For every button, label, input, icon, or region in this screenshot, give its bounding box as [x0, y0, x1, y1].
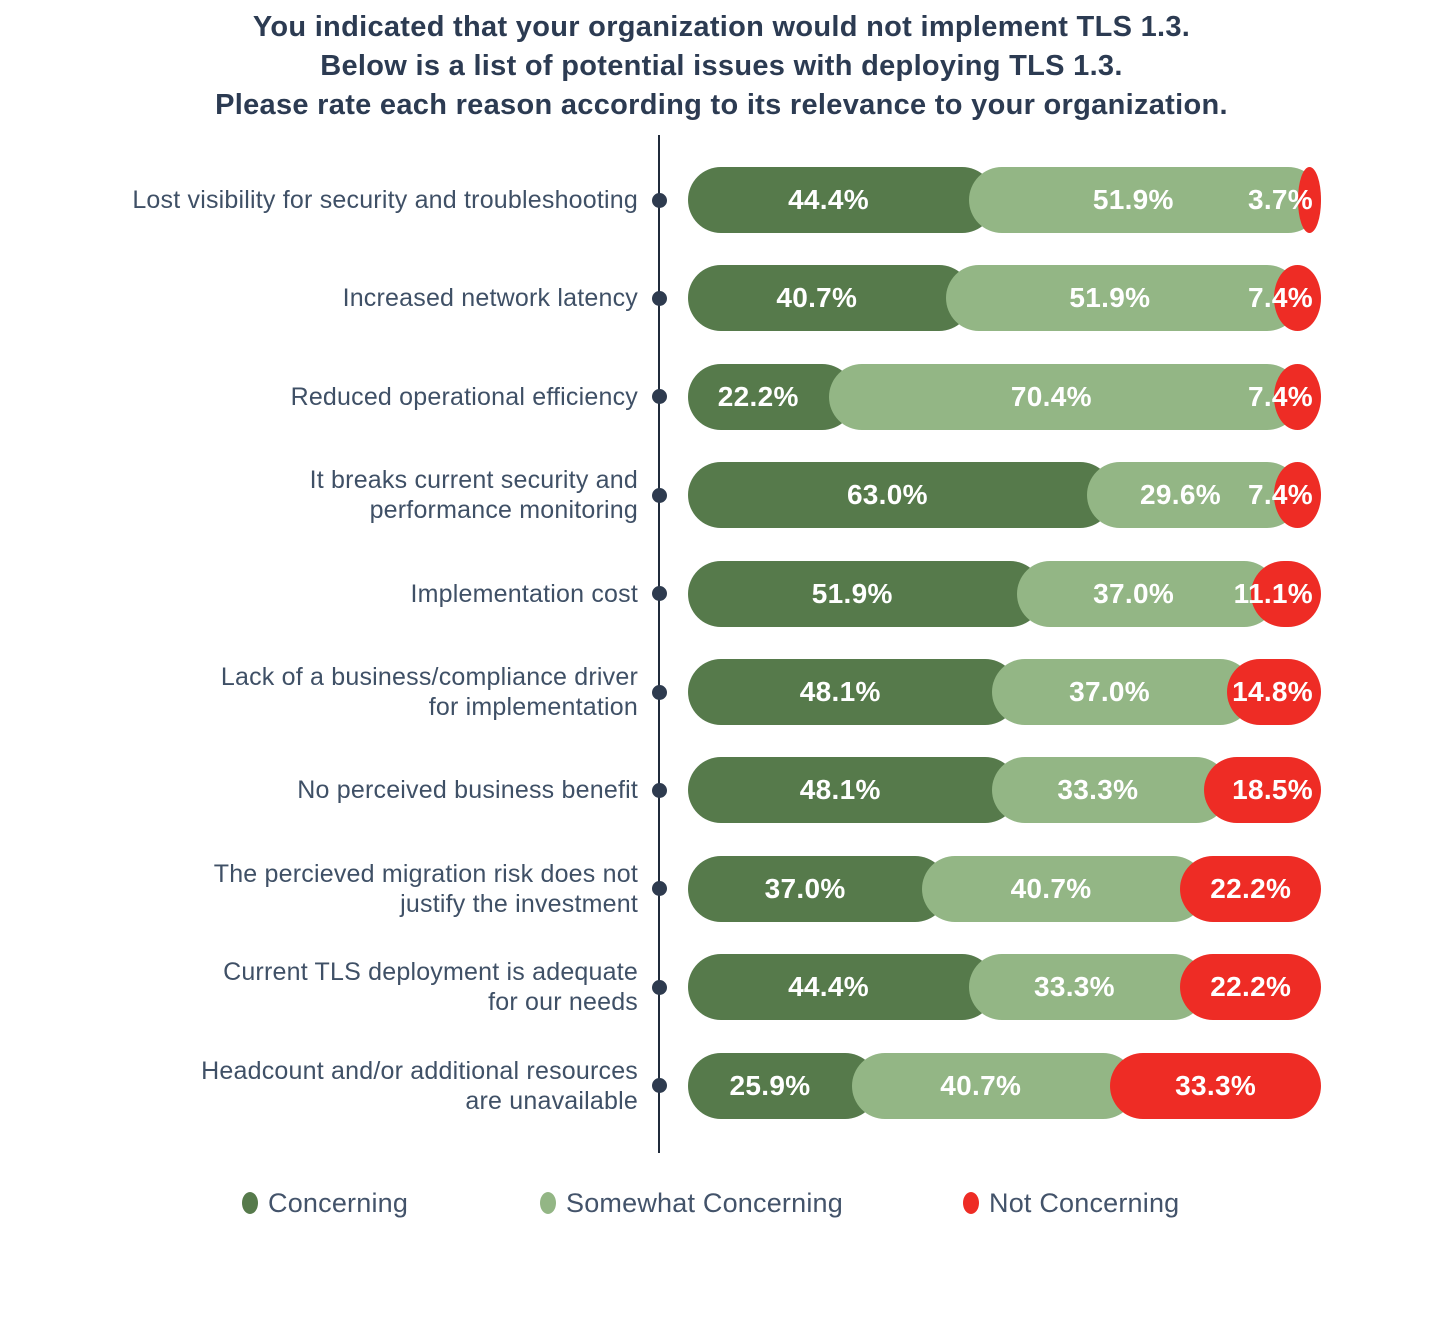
bar-value-not-concerning: 3.7% — [1247, 184, 1313, 215]
category-label — [60, 662, 638, 722]
bar-value-concerning: 40.7% — [776, 282, 858, 314]
chart-row — [0, 265, 1443, 331]
stacked-bar — [688, 364, 1321, 430]
legend-label: Somewhat Concerning — [566, 1188, 843, 1218]
bar-value-not-concerning: 18.5% — [1232, 774, 1313, 806]
category-label-line: Current TLS deployment is adequate — [223, 958, 638, 987]
axis-dot-icon — [652, 783, 667, 798]
axis-dot-icon — [652, 389, 667, 404]
category-label-line: Lost visibility for security and troubleshooting — [132, 186, 638, 214]
stacked-bar — [688, 659, 1321, 725]
chart-row — [0, 462, 1443, 528]
chart-row — [0, 659, 1443, 725]
category-label-line: Headcount and/or additional resources — [201, 1056, 638, 1085]
bar-value-concerning: 22.2% — [717, 380, 799, 412]
category-label-line: It breaks current security and — [309, 466, 638, 495]
bar-value-somewhat-concerning: 40.7% — [940, 1069, 1022, 1101]
bar-value-somewhat-concerning: 33.3% — [1057, 774, 1139, 806]
category-label — [60, 185, 638, 215]
bar-value-somewhat-concerning: 51.9% — [1092, 184, 1174, 215]
chart-row — [0, 1053, 1443, 1119]
category-label-line: Reduced operational efficiency — [290, 382, 638, 411]
stacked-bar — [688, 462, 1321, 528]
axis-dot-icon — [652, 488, 667, 503]
chart-row — [0, 856, 1443, 922]
category-label-line: Implementation cost — [410, 579, 638, 608]
category-label — [60, 283, 638, 313]
bar-value-concerning: 44.4% — [788, 971, 869, 1003]
category-label-line: Increased network latency — [342, 284, 638, 313]
legend-label: Not Concerning — [989, 1188, 1180, 1218]
category-label-line: for our needs — [488, 988, 638, 1017]
legend-item-concerning — [242, 1190, 408, 1216]
stacked-bar — [688, 954, 1321, 1020]
legend-label: Concerning — [268, 1188, 409, 1218]
bar-value-not-concerning: 7.4% — [1247, 282, 1313, 314]
category-label — [60, 1056, 638, 1116]
bar-value-somewhat-concerning: 37.0% — [1093, 577, 1175, 609]
legend-item-somewhat-concerning — [540, 1190, 843, 1216]
category-label-line: for implementation — [428, 693, 638, 721]
category-label — [60, 579, 638, 609]
bar-value-not-concerning: 22.2% — [1210, 971, 1292, 1003]
category-label — [60, 382, 638, 412]
bar-value-not-concerning: 7.4% — [1247, 479, 1313, 511]
category-label-line: are unavailable — [465, 1086, 638, 1115]
axis-dot-icon — [652, 980, 667, 995]
bar-value-concerning: 48.1% — [799, 676, 881, 707]
bar-value-not-concerning: 7.4% — [1247, 380, 1313, 412]
chart-row — [0, 561, 1443, 627]
somewhat-concerning-swatch-icon — [540, 1192, 556, 1214]
axis-dot-icon — [652, 881, 667, 896]
bar-value-somewhat-concerning: 29.6% — [1140, 479, 1221, 511]
category-label-line: No perceived business benefit — [297, 776, 638, 805]
axis-dot-icon — [652, 291, 667, 306]
category-label-line: Lack of a business/compliance driver — [220, 663, 638, 691]
chart-row — [0, 167, 1443, 233]
axis-dot-icon — [652, 193, 667, 208]
bar-value-somewhat-concerning: 51.9% — [1069, 282, 1151, 314]
bar-value-concerning: 51.9% — [811, 577, 893, 609]
category-label-line: justify the investment — [400, 889, 638, 918]
axis-dot-icon — [652, 685, 667, 700]
stacked-bar — [688, 757, 1321, 823]
bar-value-somewhat-concerning: 40.7% — [1010, 872, 1092, 904]
concerning-swatch-icon — [242, 1192, 258, 1214]
bar-value-somewhat-concerning: 33.3% — [1033, 971, 1115, 1003]
bar-value-somewhat-concerning: 37.0% — [1069, 676, 1151, 707]
category-label — [60, 859, 638, 919]
title-line-3: Please rate each reason according to its relevance to your organization. — [215, 89, 1228, 121]
category-label-line: The percieved migration risk does not — [213, 859, 638, 888]
bar-value-somewhat-concerning: 70.4% — [1010, 380, 1092, 412]
bar-value-concerning: 63.0% — [846, 479, 928, 511]
stacked-bar — [688, 265, 1321, 331]
legend-item-not-concerning — [963, 1190, 1179, 1216]
chart-title — [0, 8, 1443, 125]
chart-row — [0, 757, 1443, 823]
not-concerning-swatch-icon — [963, 1192, 979, 1214]
category-label-line: performance monitoring — [369, 496, 638, 525]
stacked-bar — [688, 167, 1321, 233]
bar-value-not-concerning: 11.1% — [1233, 577, 1313, 609]
chart-row — [0, 954, 1443, 1020]
category-label — [60, 775, 638, 805]
title-line-1: You indicated that your organization would not implement TLS 1.3. — [252, 11, 1191, 43]
stacked-bar — [688, 1053, 1321, 1119]
stacked-bar — [688, 856, 1321, 922]
stacked-bar — [688, 561, 1321, 627]
category-label — [60, 957, 638, 1017]
bar-value-concerning: 48.1% — [799, 774, 881, 806]
chart-row — [0, 364, 1443, 430]
bar-value-not-concerning: 14.8% — [1232, 676, 1313, 707]
bar-value-concerning: 37.0% — [764, 872, 846, 904]
bar-value-concerning: 25.9% — [729, 1069, 811, 1101]
bar-value-not-concerning: 22.2% — [1210, 872, 1292, 904]
title-line-2: Below is a list of potential issues with deploying TLS 1.3. — [320, 50, 1123, 82]
category-label — [60, 465, 638, 525]
axis-dot-icon — [652, 586, 667, 601]
bar-value-not-concerning: 33.3% — [1175, 1069, 1257, 1101]
bar-value-concerning: 44.4% — [788, 184, 869, 215]
axis-dot-icon — [652, 1078, 667, 1093]
